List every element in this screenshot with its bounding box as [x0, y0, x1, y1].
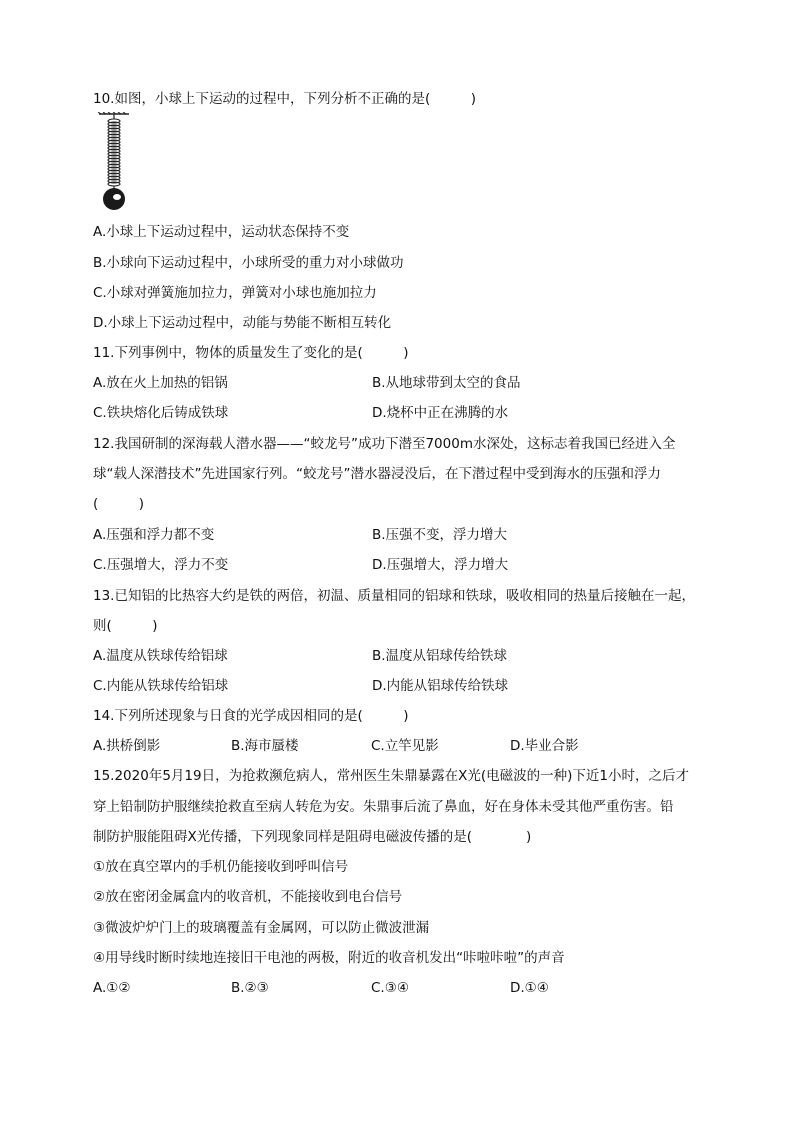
- question-15-item-3: ③微波炉炉门上的玻璃覆盖有金属网，可以防止微波泄漏: [93, 920, 430, 936]
- question-13-option-b: B.温度从铝球传给铁球: [372, 648, 508, 664]
- question-15-option-c: C.③④: [371, 980, 409, 996]
- question-12-option-d: D.压强增大，浮力增大: [372, 557, 509, 573]
- question-11-stem: 11.下列事例中，物体的质量发生了变化的是( ): [93, 345, 409, 361]
- question-15-stem-line3: 制防护服能阻碍X光传播，下列现象同样是阻碍电磁波传播的是( ): [93, 829, 532, 845]
- question-14-option-b: B.海市蜃楼: [231, 738, 299, 754]
- spring-ball-icon: [97, 112, 131, 212]
- question-12-stem-line1: 12.我国研制的深海载人潜水器——“蛟龙号”成功下潜至7000m水深处，这标志着我国已经进入全: [93, 436, 676, 452]
- question-12-stem-line2: 球“载人深潜技术”先进国家行列。“蛟龙号”潜水器浸没后，在下潜过程中受到海水的压强和浮力: [93, 466, 661, 482]
- question-13-option-d: D.内能从铝球传给铁球: [372, 678, 509, 694]
- question-12-option-a: A.压强和浮力都不变: [93, 527, 215, 543]
- question-15-option-d: D.①④: [510, 980, 549, 996]
- question-10-option-a: A.小球上下运动过程中，运动状态保持不变: [93, 224, 350, 240]
- question-11-option-c: C.铁块熔化后铸成铁球: [93, 405, 229, 421]
- question-12-stem-line3: ( ): [93, 496, 145, 512]
- question-10-option-c: C.小球对弹簧施加拉力，弹簧对小球也施加拉力: [93, 285, 377, 301]
- question-10-stem: 10.如图，小球上下运动的过程中，下列分析不正确的是( ): [93, 91, 477, 107]
- question-13-stem-line1: 13.已知铝的比热容大约是铁的两倍，初温、质量相同的铝球和铁球，吸收相同的热量后接触在一起，: [93, 588, 695, 604]
- question-13-option-a: A.温度从铁球传给铝球: [93, 648, 228, 664]
- question-13-option-c: C.内能从铁球传给铝球: [93, 678, 229, 694]
- question-11-option-a: A.放在火上加热的铝锅: [93, 375, 228, 391]
- question-11-option-b: B.从地球带到太空的食品: [372, 375, 521, 391]
- question-12-option-c: C.压强增大，浮力不变: [93, 557, 229, 573]
- question-14-option-a: A.拱桥倒影: [93, 738, 161, 754]
- question-15-stem-line1: 15.2020年5月19日，为抢救濒危病人，常州医生朱鼎暴露在X光(电磁波的一种)下近1小时，之后才: [93, 768, 689, 784]
- question-11-option-d: D.烧杯中正在沸腾的水: [372, 405, 509, 421]
- question-15-item-4: ④用导线时断时续地连接旧干电池的两极，附近的收音机发出“咔啦咔啦”的声音: [93, 950, 565, 966]
- spring-ball-figure: [97, 112, 131, 212]
- question-15-option-b: B.②③: [231, 980, 269, 996]
- question-10-option-b: B.小球向下运动过程中，小球所受的重力对小球做功: [93, 255, 404, 271]
- question-15-item-2: ②放在密闭金属盒内的收音机，不能接收到电台信号: [93, 889, 403, 905]
- question-15-stem-line2: 穿上铅制防护服继续抢救直至病人转危为安。朱鼎事后流了鼻血，好在身体未受其他严重伤害。铅: [93, 799, 674, 815]
- question-13-stem-line2: 则( ): [93, 618, 158, 634]
- question-15-item-1: ①放在真空罩内的手机仍能接收到呼叫信号: [93, 859, 349, 875]
- question-15-option-a: A.①②: [93, 980, 131, 996]
- question-14-option-c: C.立竿见影: [371, 738, 439, 754]
- question-10-option-d: D.小球上下运动过程中，动能与势能不断相互转化: [93, 315, 392, 331]
- question-14-stem: 14.下列所述现象与日食的光学成因相同的是( ): [93, 708, 409, 724]
- question-12-option-b: B.压强不变，浮力增大: [372, 527, 508, 543]
- question-14-option-d: D.毕业合影: [510, 738, 579, 754]
